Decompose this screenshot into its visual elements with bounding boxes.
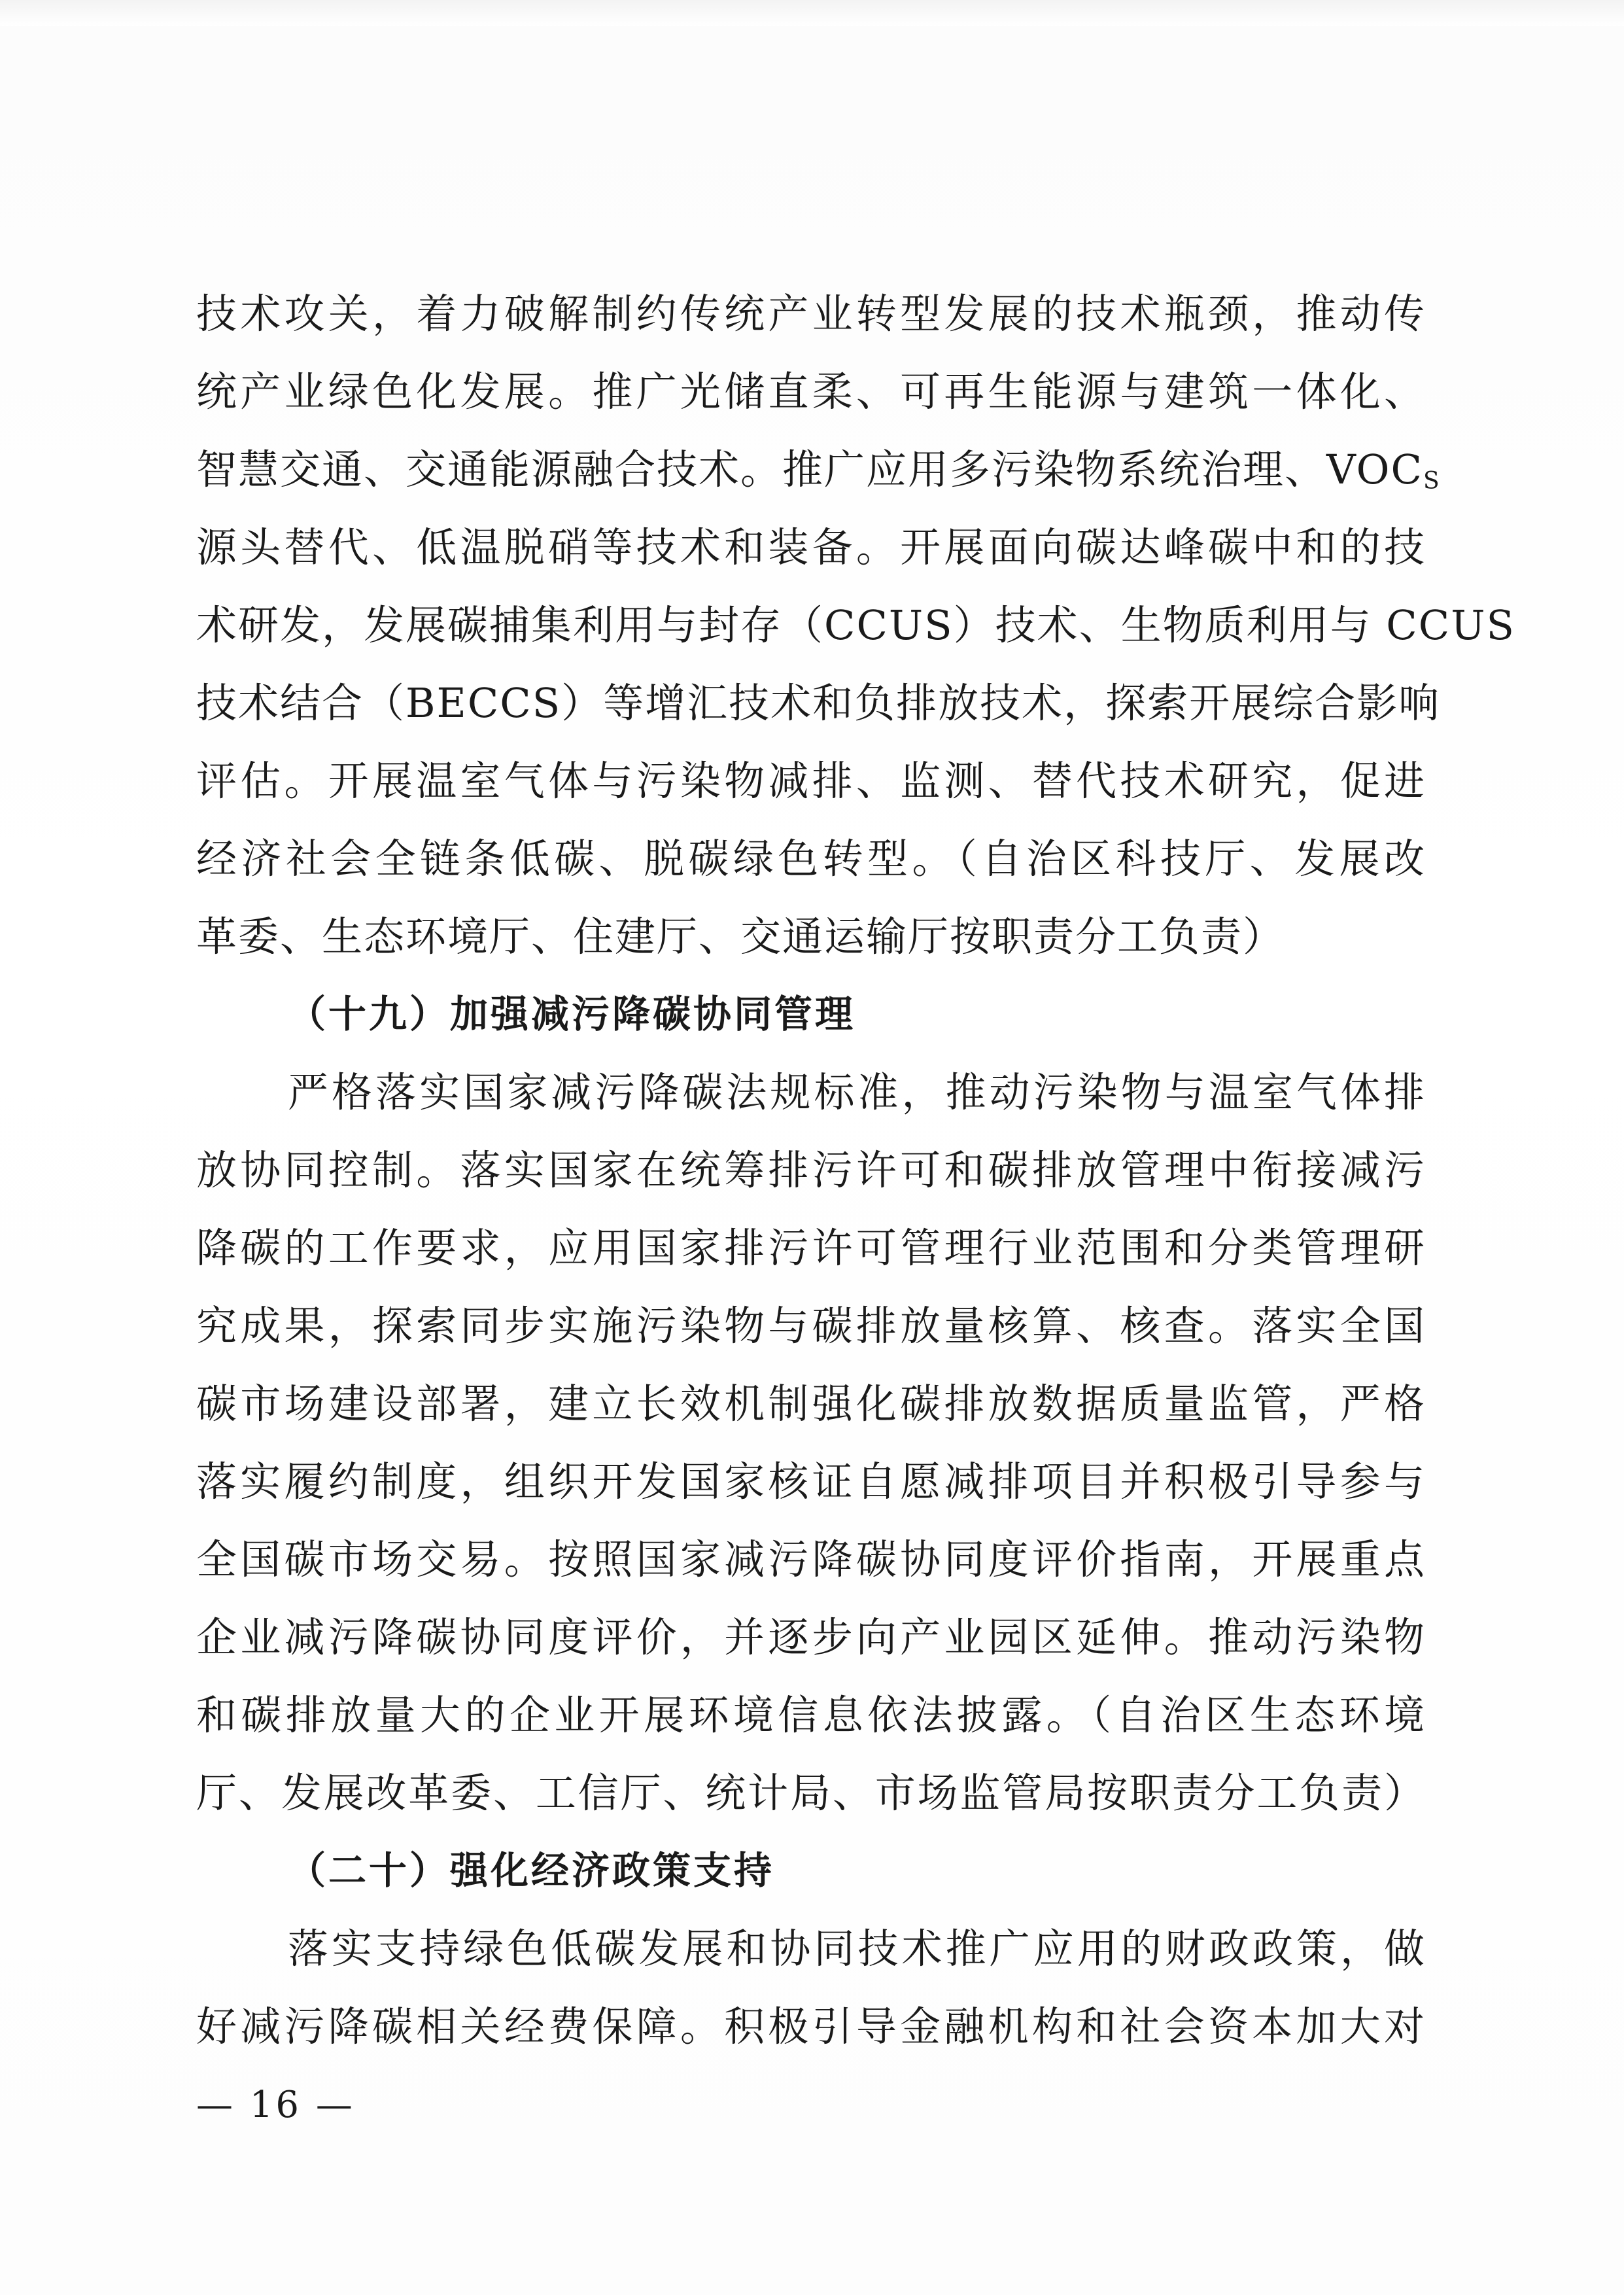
body-line-text: 智慧交通、交通能源融合技术。推广应用多污染物系统治理、VOC <box>196 446 1423 493</box>
body-line: 源头替代、低温脱硝等技术和装备。开展面向碳达峰碳中和的技 <box>196 523 1426 571</box>
body-line: 降碳的工作要求，应用国家排污许可管理行业范围和分类管理研 <box>196 1224 1426 1272</box>
body-line: 技术攻关，着力破解制约传统产业转型发展的技术瓶颈，推动传 <box>196 290 1426 338</box>
body-line: 好减污降碳相关经费保障。积极引导金融机构和社会资本加大对 <box>196 2003 1426 2050</box>
section-heading-20: （二十）强化经济政策支持 <box>288 1848 775 1893</box>
document-body <box>196 275 1515 2065</box>
body-line: 和碳排放量大的企业开展环境信息依法披露。（自治区生态环境 <box>196 1691 1426 1739</box>
body-line: 革委、生态环境厅、住建厅、交通运输厅按职责分工负责） <box>196 913 1285 960</box>
page-number: — 16 — <box>196 2084 355 2126</box>
body-line: 统产业绿色化发展。推广光储直柔、可再生能源与建筑一体化、 <box>196 368 1426 415</box>
body-line: 碳市场建设部署，建立长效机制强化碳排放数据质量监管，严格 <box>196 1380 1426 1428</box>
body-line: 落实支持绿色低碳发展和协同技术推广应用的财政政策，做 <box>288 1925 1426 1972</box>
voc-subscript: S <box>1423 468 1440 495</box>
body-line: 严格落实国家减污降碳法规标准，推动污染物与温室气体排 <box>288 1068 1426 1116</box>
scan-edge <box>0 0 1624 26</box>
body-line: 企业减污降碳协同度评价，并逐步向产业园区延伸。推动污染物 <box>196 1613 1426 1661</box>
section-heading-19: （十九）加强减污降碳协同管理 <box>288 992 856 1036</box>
body-line: 厅、发展改革委、工信厅、统计局、市场监管局按职责分工负责） <box>196 1769 1426 1817</box>
body-line: 全国碳市场交易。按照国家减污降碳协同度评价指南，开展重点 <box>196 1535 1426 1583</box>
body-line: 落实履约制度，组织开发国家核证自愿减排项目并积极引导参与 <box>196 1458 1426 1505</box>
body-line: 术研发，发展碳捕集利用与封存（CCUS）技术、生物质利用与 CCUS <box>196 601 1515 649</box>
body-line: 评估。开展温室气体与污染物减排、监测、替代技术研究，促进 <box>196 757 1426 805</box>
body-line: 放协同控制。落实国家在统筹排污许可和碳排放管理中衔接减污 <box>196 1146 1426 1194</box>
body-line: 经济社会全链条低碳、脱碳绿色转型。（自治区科技厅、发展改 <box>196 835 1426 883</box>
body-line: 技术结合（BECCS）等增汇技术和负排放技术，探索开展综合影响 <box>196 679 1441 727</box>
body-line: 究成果，探索同步实施污染物与碳排放量核算、核查。落实全国 <box>196 1302 1426 1350</box>
body-line <box>196 430 1440 508</box>
